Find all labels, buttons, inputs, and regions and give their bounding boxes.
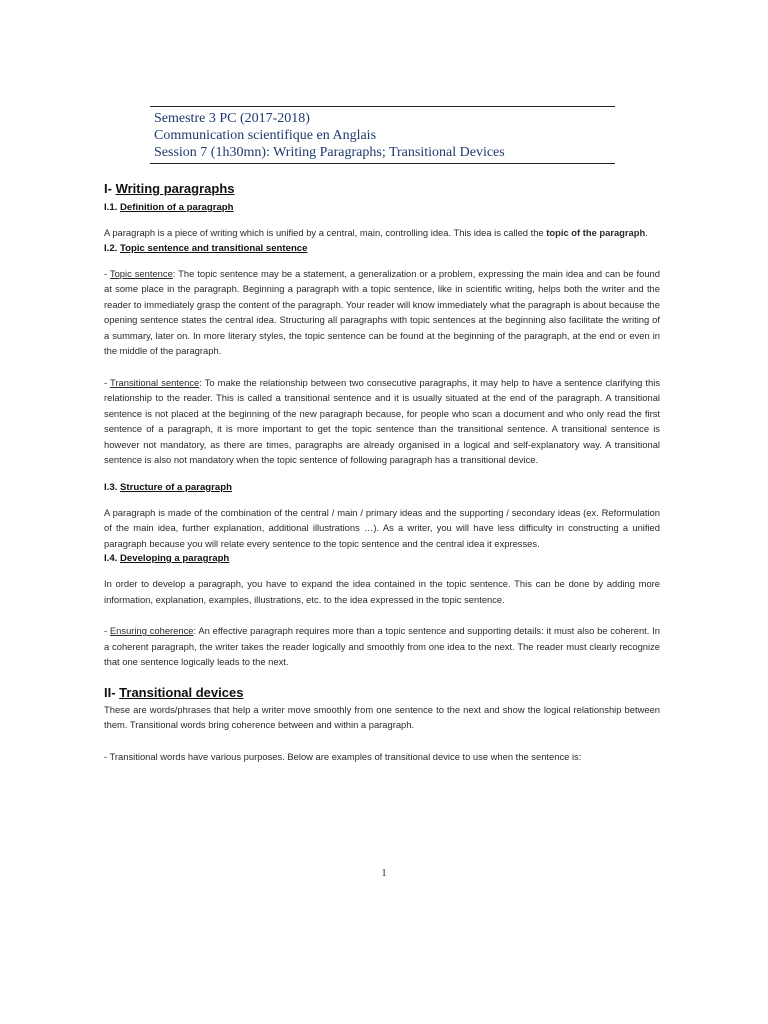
transitional-sentence-label: Transitional sentence (110, 376, 200, 388)
definition-end: . (645, 227, 648, 238)
section-1-prefix: I- (104, 181, 116, 196)
paragraph-definition (104, 225, 660, 241)
paragraph-transitional-purposes: - Transitional words have various purposes. Below are examples of transitional device to use when the sentence is: (104, 750, 582, 762)
course-header (150, 106, 615, 164)
topic-dash: - (104, 267, 110, 279)
topic-sentence-text: : The topic sentence may be a statement, a generalization or a problem, expressing the main idea and can be found at some place in the paragraph. Beginning a paragraph with a topic sentence, like in scientific writing, helps both the writer and the reader to immediately grasp the content of the paragraph. Your reader will know immediately what the paragraph is about because the opening sentence states the central idea. Structuring all paragraphs with topic sentences at the beginning also facilitate the writing of a summary, later on. In more literary styles, the topic sentence can be found at the beginning of the paragraph, at the end or even in the middle of the paragraph. (104, 267, 660, 356)
section-1-heading (104, 180, 660, 198)
definition-text: A paragraph is a piece of writing which is unified by a central, main, controlling idea. This idea is called the (104, 227, 547, 238)
paragraph-developing: In order to develop a paragraph, you have to expand the idea contained in the topic sentence. This can be done by adding more information, explanation, examples, illustrations, etc. to the idea expressed in the topic sentence. (104, 578, 660, 605)
topic-sentence-label: Topic sentence (109, 267, 173, 279)
subsection-1-3-heading (104, 480, 660, 495)
transitional-sentence-text: : To make the relationship between two consecutive paragraphs, it may help to have a sentence clarifying this relationship to the reader. This is called a transitional sentence and it is usually situated at the end of the paragraph. A transitional sentence is not placed at the beginning of the new paragraph because, for people who scan a document and who only read the first sentence of a paragraph, it is more important to get the topic sentence than the transitional sentence. A transitional sentence is however not mandatory, as there are times, paragraphs are already organised in a logical and self-explanatory way. A transitional sentence is also not mandatory when the topic sentence of following paragraph has a transitional device. (104, 376, 661, 465)
paragraph-coherence (104, 623, 660, 670)
coherence-dash: - (104, 625, 110, 636)
subsection-1-2-number: I.2. (104, 242, 120, 254)
subsection-1-4-heading (104, 551, 660, 566)
subsection-1-1-title: Definition of a paragraph (120, 202, 234, 213)
subsection-1-3-title: Structure of a paragraph (120, 481, 232, 493)
subsection-1-4-number: I.4. (104, 553, 120, 564)
subsection-1-4-title: Developing a paragraph (120, 553, 230, 564)
transitional-dash: - (104, 376, 111, 388)
subsection-1-1-heading (104, 200, 660, 215)
section-2-heading (104, 684, 660, 702)
section-2-title: Transitional devices (119, 684, 244, 700)
header-course: Communication scientifique en Anglais (154, 128, 377, 143)
document-body (104, 180, 660, 764)
subsection-1-3-number: I.3. (104, 481, 120, 493)
subsection-1-2-heading (104, 241, 660, 256)
header-session: Session 7 (1h30mn): Writing Paragraphs; Transitional Devices (154, 145, 505, 160)
definition-bold-term: topic of the paragraph (546, 227, 646, 238)
section-1-title: Writing paragraphs (115, 181, 235, 196)
paragraph-structure: A paragraph is made of the combination of the central / main / primary ideas and the supporting / secondary ideas (ex. Reformulation of the main idea, further explanation, additional illustrations …). As a writer, you will have less difficulty in constructing a unified paragraph because you will relate every sentence to the topic sentence and the central idea it expresses. (104, 506, 660, 549)
coherence-label: Ensuring coherence (109, 625, 194, 636)
paragraph-topic-sentence (104, 266, 660, 359)
subsection-1-1-number: I.1. (104, 202, 120, 213)
paragraph-transitional-devices: These are words/phrases that help a writer move smoothly from one sentence to the next and show the logical relationship between them. Transitional words bring coherence between and within a paragraph. (104, 703, 660, 730)
header-semester: Semestre 3 PC (2017-2018) (154, 111, 310, 126)
paragraph-transitional-sentence (104, 375, 660, 468)
coherence-text: : An effective paragraph requires more than a topic sentence and supporting details: it must also be coherent. In a coherent paragraph, the writer takes the reader logically and smoothly from one idea to the next. The reader must clearly recognize that one sentence logically leads to the next. (104, 625, 660, 667)
section-2-prefix: II- (104, 684, 120, 700)
subsection-1-2-title: Topic sentence and transitional sentence (120, 242, 308, 254)
page-number: 1 (381, 867, 387, 879)
